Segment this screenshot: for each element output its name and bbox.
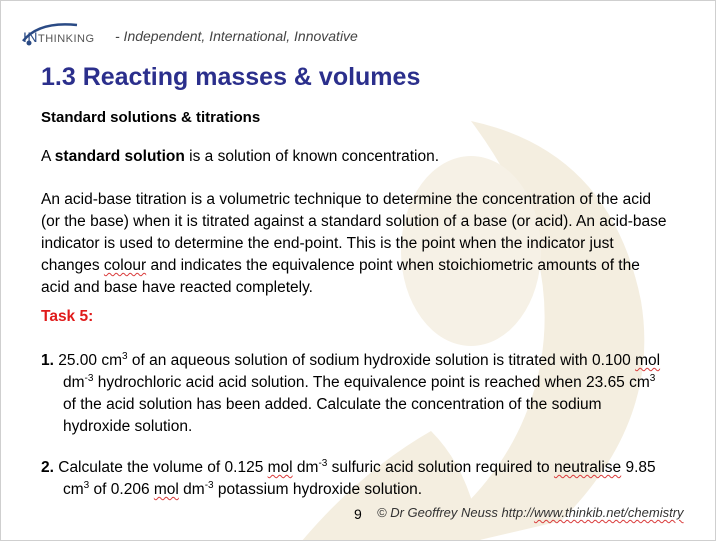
question-1 [41,350,671,438]
q1-supm3: -3 [84,372,94,384]
para1-post: is a solution of known concentration. [184,148,440,165]
q2-mol2: mol [153,481,179,498]
q1-mol: mol [635,352,661,369]
logo-text-in: IN [23,29,38,45]
para1-pre: A [41,148,55,165]
footer-credit [377,505,684,520]
logo-text [23,29,95,45]
question-2 [41,457,671,501]
q1-sup3a: 3 [122,350,128,362]
q2-sup3: 3 [83,479,90,491]
q2-number: 2. [41,459,54,476]
q2-t1: Calculate the volume of 0.125 [53,459,268,476]
credit-pre: © Dr Geoffrey Neuss http:// [377,505,534,520]
para2-b: and indicates the equivalence point when stoichiometric amounts of the acid and base have reacted completely. [41,257,640,296]
para2-colour: colour [103,257,147,274]
header [19,19,699,55]
q2-supm3b: -3 [204,479,214,491]
q2-t5: of 0.206 [89,481,154,498]
q1-t4: hydrochloric acid acid solution. The equivalence point is reached when 23.65 cm [93,374,650,391]
q1-t5: of the acid solution has been added. Calculate the concentration of the sodium hydroxide solution. [63,396,602,435]
para1-bold: standard solution [54,148,185,165]
q2-neutralise: neutralise [553,459,622,476]
q2-t7: potassium hydroxide solution. [213,481,423,498]
section-subtitle: Standard solutions & titrations [41,109,261,126]
q2-t2: dm [292,459,319,476]
titration-paragraph [41,189,671,299]
q1-t2: of an aqueous solution of sodium hydroxide solution is titrated with 0.100 [127,352,636,369]
q1-t3: dm [63,374,85,391]
q2-supm3a: -3 [318,457,328,469]
q2-t4: 9.85 cm [63,459,656,498]
page-title: 1.3 Reacting masses & volumes [41,63,421,91]
q2-t3: sulfuric acid solution required to [327,459,554,476]
logo-text-thinking: THINKING [38,33,95,45]
q1-t1: 25.00 cm [53,352,122,369]
q1-number: 1. [41,352,54,369]
inthinking-logo[interactable] [19,19,111,55]
para2-a: An acid-base titration is a volumetric technique to determine the concentration of the acid (or the base) when it is titrated against a standard solution of a base (or acid). An acid-base indicator is used to determine the end-point. This is the point when the indicator just changes [41,191,667,274]
q2-t6: dm [178,481,205,498]
credit-link[interactable]: www.thinkib.net/chemistry [533,505,684,520]
q2-mol1: mol [267,459,293,476]
tagline: - Independent, International, Innovative [115,28,358,44]
task-label: Task 5: [41,308,94,325]
page-number: 9 [354,506,362,522]
definition-paragraph [41,146,671,168]
q1-sup3b: 3 [649,372,656,384]
